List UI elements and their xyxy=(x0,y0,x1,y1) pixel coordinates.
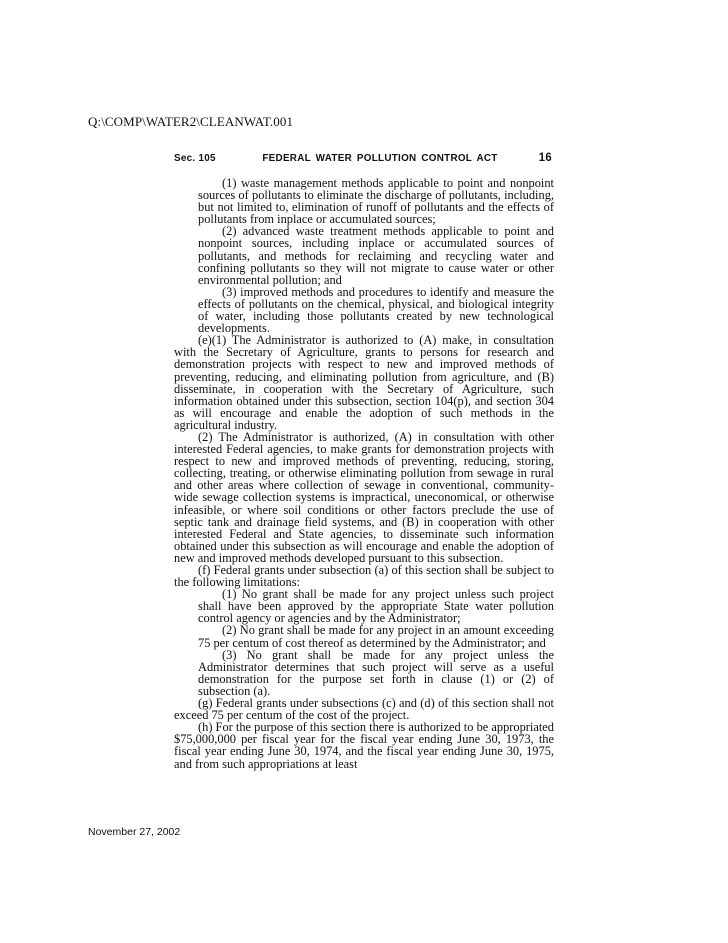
footer-date: November 27, 2002 xyxy=(88,826,181,838)
paragraph-e-1-clause-3: (3) improved methods and procedures to identify and measure the effects of pollutants on the chemical, physical, and biological integrity of water, including those pollutants created by new technological developments. xyxy=(198,284,554,336)
running-header xyxy=(174,149,552,167)
paragraph-g: (g) Federal grants under subsections (c) and (d) of this section shall not exceed 75 per centum of the cost of the project. xyxy=(174,696,554,723)
act-title: FEDERAL WATER POLLUTION CONTROL ACT xyxy=(262,152,498,164)
section-label: Sec. 105 xyxy=(174,152,216,164)
paragraph-f-clause-2: (2) No grant shall be made for any project in an amount exceeding 75 per centum of cost thereof as determined by the Administrator; and xyxy=(198,623,554,650)
page-number: 16 xyxy=(538,150,552,164)
paragraph-f: (f) Federal grants under subsection (a) of this section shall be subject to the following limitations: xyxy=(174,563,554,590)
paragraph-f-clause-3: (3) No grant shall be made for any project unless the Administrator determines that such project will serve as a useful demonstration for the purpose set forth in clause (1) or (2) of subsection (a). xyxy=(198,647,554,698)
paragraph-e-2: (2) The Administrator is authorized, (A) in consultation with other interested Federal agencies, to make grants for demonstration projects with respect to new and improved methods of preventing, reducing, storing, collecting, treating, or otherwise eliminating pollution from sewage in rural and other areas where collection of sewage in conventional, community-wide sewage collection systems is impractical, uneconomical, or otherwise infeasible, or where soil conditions or other factors preclude the use of septic tank and drainage field systems, and (B) in cooperation with other interested Federal and State agencies, to disseminate such information obtained under this subsection as will encourage and enable the adoption of new and improved methods developed pursuant to this subsection. xyxy=(174,429,554,565)
paragraph-e-1: (e)(1) The Administrator is authorized to (A) make, in consultation with the Secretary of Agriculture, grants to persons for research and demonstration projects with respect to new and improved methods of preventing, reducing, and eliminating pollution from agriculture, and (B) disseminate, in cooperation with the Secretary of Agriculture, such information obtained under this subsection, section 104(p), and section 304 as will encourage and enable the adoption of such methods in the agricultural industry. xyxy=(174,333,554,432)
document-body xyxy=(174,177,554,770)
paragraph-e-1-clause-1: (1) waste management methods applicable to point and nonpoint sources of pollutants to eliminate the discharge of pollutants, including, but not limited to, elimination of runoff of pollutants and the effects of pollutants from inplace or accumulated sources; xyxy=(198,176,554,227)
paragraph-e-1-clause-2: (2) advanced waste treatment methods applicable to point and nonpoint sources, including inplace or accumulated sources of pollutants, and methods for reclaiming and recycling water and confining pollutants so they will not migrate to cause water or other environmental pollution; and xyxy=(198,224,554,287)
paragraph-h: (h) For the purpose of this section there is authorized to be appropriated $75,000,000 per fiscal year for the fiscal year ending June 30, 1973, the fiscal year ending June 30, 1974, and the fiscal year ending June 30, 1975, and from such appropriations at least xyxy=(174,720,554,771)
file-path: Q:\COMP\WATER2\CLEANWAT.001 xyxy=(88,114,294,129)
paragraph-f-clause-1: (1) No grant shall be made for any project unless such project shall have been approved by the appropriate State water pollution control agency or agencies and by the Administrator; xyxy=(198,587,554,626)
